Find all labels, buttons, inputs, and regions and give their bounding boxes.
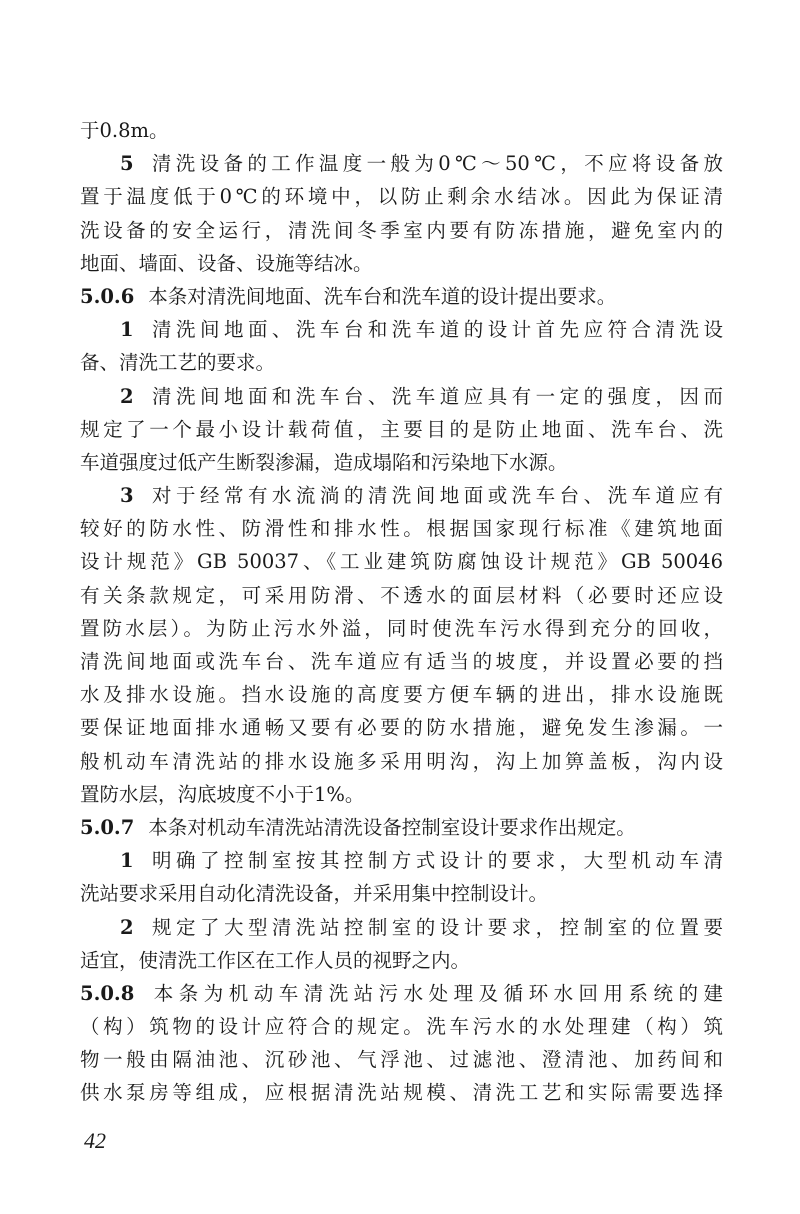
- line-text: 备、清洗工艺的要求。: [80, 351, 276, 375]
- line-text: 较好的防水性、防滑性和排水性。根据国家现行标准《建筑地面: [80, 517, 723, 541]
- line-text: 物一般由隔油池、沉砂池、气浮池、过滤池、澄清池、加药间和: [80, 1048, 723, 1072]
- text-line: [80, 446, 723, 479]
- text-line: [80, 545, 723, 578]
- text-line: [80, 877, 723, 910]
- text-line: [80, 280, 723, 313]
- text-line: [80, 247, 723, 280]
- line-text: 要保证地面排水通畅又要有必要的防水措施，避免发生渗漏。一: [80, 716, 723, 740]
- clause-number: 1: [120, 849, 134, 873]
- text-line: [80, 678, 723, 711]
- text-line: [80, 413, 723, 446]
- text-line: [80, 147, 723, 180]
- line-text: 对于经常有水流淌的清洗间地面或洗车台、洗车道应有: [147, 484, 723, 508]
- text-line: [80, 380, 723, 413]
- clause-number: 5.0.7: [80, 815, 135, 839]
- clause-number: 5.0.6: [80, 284, 135, 308]
- document-body: [80, 114, 723, 1110]
- line-text: 洗站要求采用自动化清洗设备，并采用集中控制设计。: [80, 882, 549, 906]
- clause-number: 5: [120, 152, 134, 176]
- text-line: [80, 114, 723, 147]
- clause-number: 5.0.8: [80, 981, 135, 1005]
- text-line: [80, 1043, 723, 1076]
- text-line: [80, 346, 723, 379]
- text-line: [80, 579, 723, 612]
- line-text: 本条对清洗间地面、洗车台和洗车道的设计提出要求。: [148, 284, 617, 308]
- line-text: 供水泵房等组成，应根据清洗站规模、清洗工艺和实际需要选择: [80, 1081, 723, 1105]
- text-line: [80, 512, 723, 545]
- clause-number: 2: [120, 384, 134, 408]
- text-line: [80, 778, 723, 811]
- text-line: [80, 844, 723, 877]
- text-line: [80, 313, 723, 346]
- line-text: 清洗间地面、洗车台和洗车道的设计首先应符合清洗设: [147, 318, 723, 342]
- line-text: 般机动车清洗站的排水设施多采用明沟，沟上加箅盖板，沟内设: [80, 749, 723, 773]
- line-text: 明确了控制室按其控制方式设计的要求，大型机动车清: [147, 849, 723, 873]
- text-line: [80, 214, 723, 247]
- line-text: 于0.8m。: [80, 119, 169, 142]
- line-text: 规定了大型清洗站控制室的设计要求，控制室的位置要: [147, 915, 723, 939]
- line-text: 车道强度过低产生断裂渗漏，造成塌陷和污染地下水源。: [80, 450, 568, 474]
- line-text: 本条对机动车清洗站清洗设备控制室设计要求作出规定。: [148, 815, 636, 839]
- line-text: 设计规范》GB 50037、《工业建筑防腐蚀设计规范》GB 50046: [80, 550, 723, 574]
- page-number: 42: [84, 1128, 106, 1153]
- line-text: 规定了一个最小设计载荷值，主要目的是防止地面、洗车台、洗: [80, 417, 723, 441]
- line-text: 水及排水设施。挡水设施的高度要方便车辆的进出，排水设施既: [80, 683, 723, 707]
- line-text: 本条为机动车清洗站污水处理及循环水回用系统的建: [148, 981, 723, 1005]
- line-text: 清洗间地面或洗车台、洗车道应有适当的坡度，并设置必要的挡: [80, 650, 723, 673]
- line-text: 清洗间地面和洗车台、洗车道应具有一定的强度，因而: [147, 384, 723, 408]
- text-line: [80, 977, 723, 1010]
- text-line: [80, 1010, 723, 1043]
- line-text: 洗设备的安全运行，清洗间冬季室内要有防冻措施，避免室内的: [80, 218, 723, 242]
- text-line: [80, 180, 723, 213]
- clause-number: 3: [120, 484, 134, 508]
- text-line: [80, 1076, 723, 1109]
- text-line: [80, 711, 723, 744]
- text-line: [80, 944, 723, 977]
- clause-number: 2: [120, 915, 134, 939]
- text-line: [80, 811, 723, 844]
- text-line: [80, 911, 723, 944]
- line-text: 置防水层）。为防止污水外溢，同时使洗车污水得到充分的回收，: [80, 616, 723, 640]
- text-line: [80, 479, 723, 512]
- text-line: [80, 612, 723, 645]
- line-text: 清洗设备的工作温度一般为0℃～50℃，不应将设备放: [147, 152, 723, 176]
- line-text: 有关条款规定，可采用防滑、不透水的面层材料（必要时还应设: [80, 583, 723, 607]
- line-text: 适宜，使清洗工作区在工作人员的视野之内。: [80, 948, 471, 972]
- line-text: 置防水层，沟底坡度不小于1%。: [80, 782, 365, 806]
- line-text: （构）筑物的设计应符合的规定。洗车污水的水处理建（构）筑: [80, 1015, 723, 1039]
- text-line: [80, 745, 723, 778]
- line-text: 地面、墙面、设备、设施等结冰。: [80, 251, 373, 275]
- line-text: 置于温度低于0℃的环境中，以防止剩余水结冰。因此为保证清: [80, 185, 723, 209]
- text-line: [80, 645, 723, 678]
- clause-number: 1: [120, 318, 134, 342]
